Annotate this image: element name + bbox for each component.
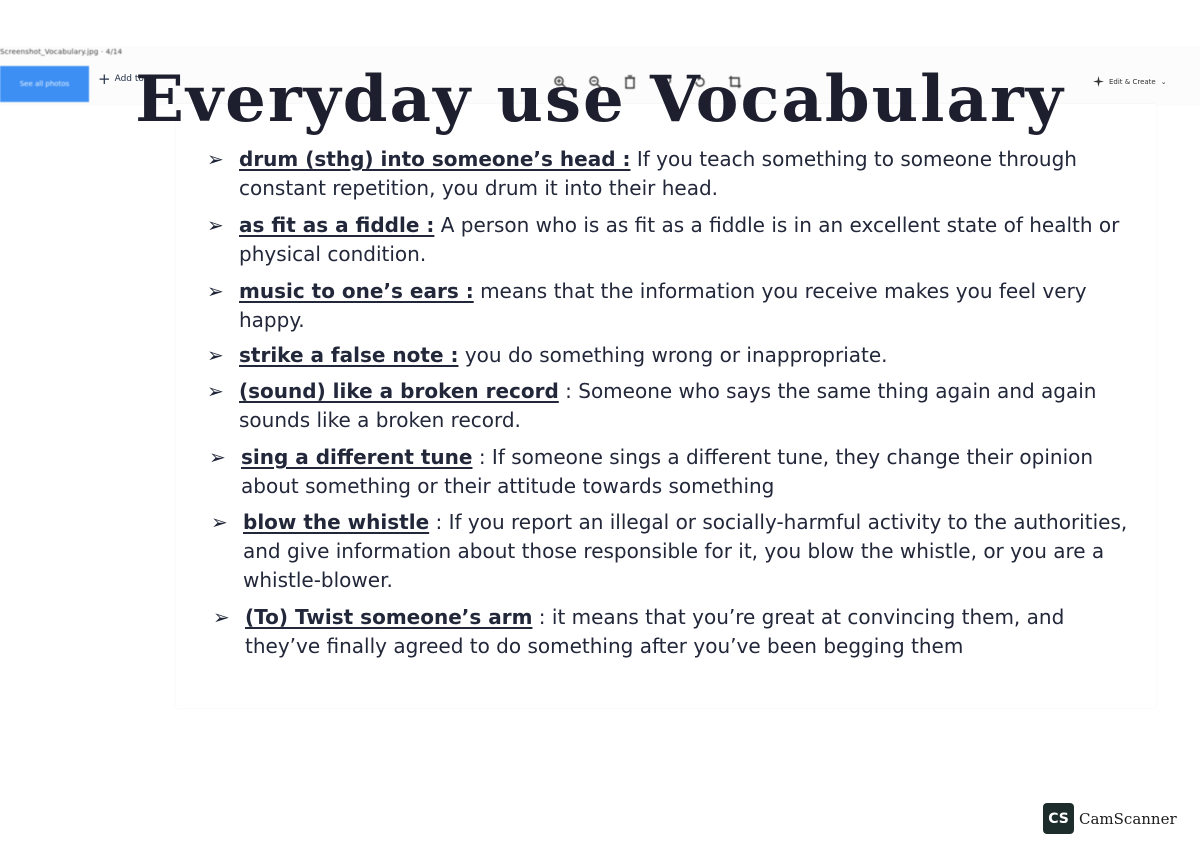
vocab-term: sing a different tune	[241, 445, 473, 469]
bullet-arrow-icon: ➢	[209, 445, 226, 469]
vocab-item	[209, 443, 1141, 501]
vocab-definition: means that the information you receive makes you feel very happy.	[239, 279, 1087, 332]
vocab-term: as fit as a fiddle :	[239, 213, 435, 237]
chevron-down-icon: ⌄	[1160, 77, 1167, 86]
vocab-definition: : Someone who says the same thing again and again sounds like a broken record.	[239, 379, 1097, 432]
bullet-arrow-icon: ➢	[207, 147, 224, 171]
file-name-label: Screenshot_Vocabulary.jpg · 4/14	[0, 48, 123, 56]
vocab-item	[207, 145, 1139, 203]
vocab-item	[211, 508, 1143, 595]
bullet-arrow-icon: ➢	[207, 279, 224, 303]
vocab-item	[207, 341, 1139, 370]
bullet-arrow-icon: ➢	[213, 605, 230, 629]
see-all-photos-button[interactable]: See all photos	[0, 66, 89, 102]
vocab-term: drum (sthg) into someone’s head :	[239, 147, 631, 171]
bullet-arrow-icon: ➢	[207, 343, 224, 367]
vocab-item	[213, 603, 1145, 661]
edit-and-create-label: Edit & Create	[1109, 77, 1156, 86]
bullet-arrow-icon: ➢	[207, 213, 224, 237]
vocab-definition: you do something wrong or inappropriate.	[464, 343, 888, 367]
vocab-definition: If you teach something to someone through constant repetition, you drum it into their head.	[239, 147, 1077, 200]
vocab-definition: A person who is as fit as a fiddle is in an excellent state of health or physical condition.	[239, 213, 1120, 266]
vocab-definition: : it means that you’re great at convincing them, and they’ve finally agreed to do something after you’ve been begging them	[245, 605, 1065, 658]
slide-title: Everyday use Vocabulary	[135, 62, 1065, 137]
camscanner-watermark	[1043, 803, 1177, 834]
bullet-arrow-icon: ➢	[211, 510, 228, 534]
vocab-definition: : If you report an illegal or socially-harmful activity to the authorities, and give information about those responsible for it, you blow the whistle, or you are a whistle-blower.	[243, 510, 1128, 592]
vocab-term: (To) Twist someone’s arm	[245, 605, 533, 629]
camscanner-label: CamScanner	[1079, 809, 1177, 828]
vocab-definition: : If someone sings a different tune, they change their opinion about something or their attitude towards something	[241, 445, 1094, 498]
vocab-term: blow the whistle	[243, 510, 430, 534]
vocab-item	[207, 277, 1139, 335]
plus-icon: +	[98, 70, 111, 88]
camscanner-logo-icon: CS	[1043, 803, 1074, 834]
add-to-label: Add to	[114, 74, 144, 84]
vocab-term: music to one’s ears :	[239, 279, 474, 303]
vocab-term: strike a false note :	[239, 343, 459, 367]
vocab-item	[207, 211, 1139, 269]
vocab-term: (sound) like a broken record	[239, 379, 559, 403]
bullet-arrow-icon: ➢	[207, 379, 224, 403]
vocab-item	[207, 377, 1139, 435]
